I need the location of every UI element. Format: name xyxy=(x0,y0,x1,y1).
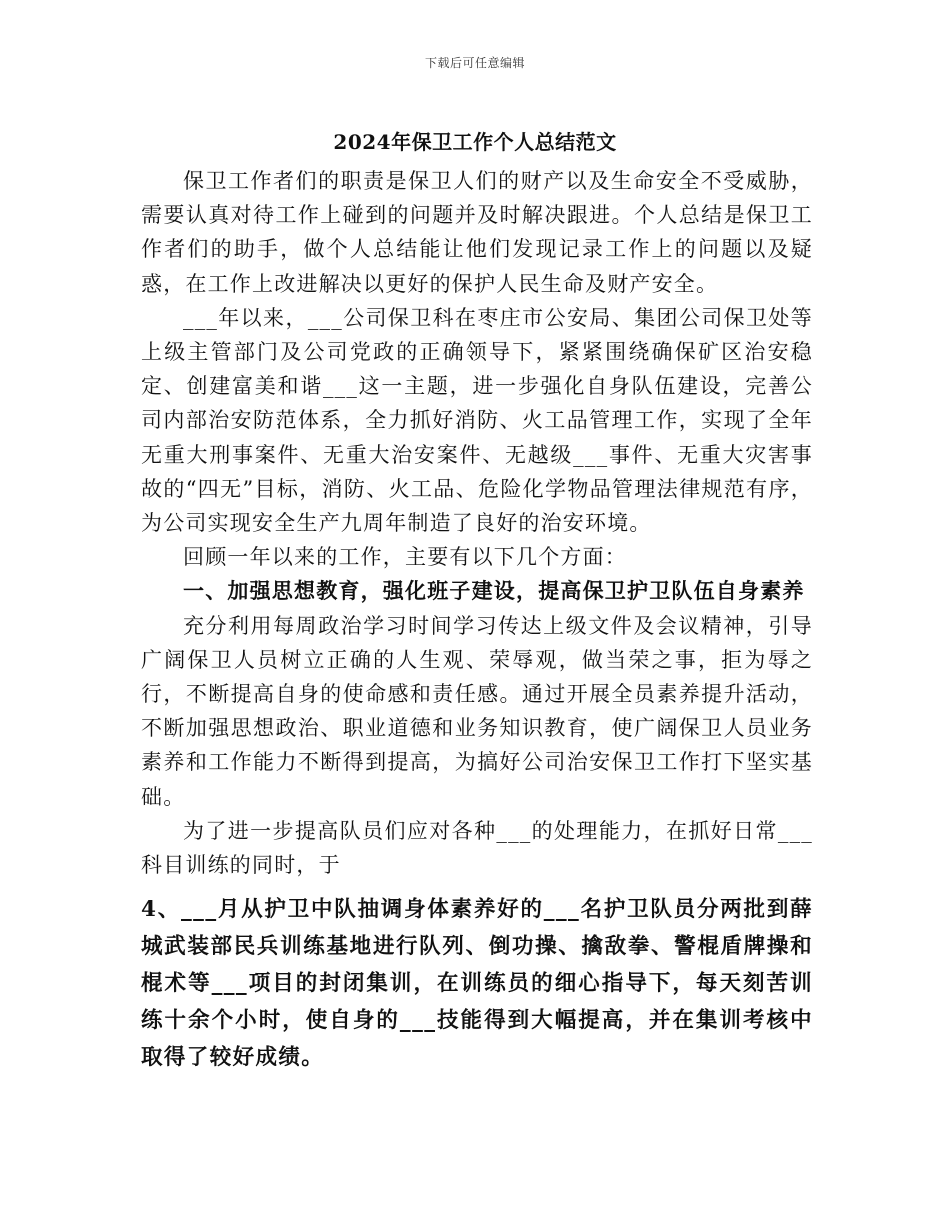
paragraph-training-intro: 为了进一步提高队员们应对各种___的处理能力，在抓好日常___科目训练的同时，于 xyxy=(141,818,813,878)
bold-training-paragraph: 4、___月从护卫中队抽调身体素养好的___名护卫队员分两批到薛城武装部民兵训练基地进行队列、倒功操、擒敌拳、警棍盾牌操和棍术等___项目的封闭集训，在训练员的细心指导下，每天刻苦训练十余个小时，使自身的___技能得到大幅提高，并在集训考核中取得了较好成绩。 xyxy=(141,897,813,1071)
paragraph-review: 回顾一年以来的工作，主要有以下几个方面： xyxy=(183,545,627,570)
section-heading-1: 一、加强思想教育，强化班子建设，提高保卫护卫队伍自身素养 xyxy=(183,578,805,604)
document-title: 2024年保卫工作个人总结范文 xyxy=(333,130,617,154)
header-note: 下载后可任意编辑 xyxy=(424,56,525,70)
paragraph-education: 充分利用每周政治学习时间学习传达上级文件及会议精神，引导广阔保卫人员树立正确的人生观、荣辱观，做当荣之事，拒为辱之行，不断提高自身的使命感和责任感。通过开展全员素养提升活动，不断加强思想政治、职业道德和业务知识教育，使广阔保卫人员业务素养和工作能力不断得到提高，为搞好公司治安保卫工作打下坚实基础。 xyxy=(141,613,813,809)
paragraph-intro: 保卫工作者们的职责是保卫人们的财产以及生命安全不受威胁，需要认真对待工作上碰到的问题并及时解决跟进。个人总结是保卫工作者们的助手，做个人总结能让他们发现记录工作上的问题以及疑惑，在工作上改进解决以更好的保护人民生命及财产安全。 xyxy=(141,169,813,296)
document-body xyxy=(141,164,813,1076)
paragraph-overview: ___年以来，___公司保卫科在枣庄市公安局、集团公司保卫处等上级主管部门及公司党政的正确领导下，紧紧围绕确保矿区治安稳定、创建富美和谐___这一主题，进一步强化自身队伍建设，完善公司内部治安防范体系，全力抓好消防、火工品管理工作，实现了全年无重大刑事案件、无重大治安案件、无越级___事件、无重大灾害事故的“四无”目标，消防、火工品、危险化学物品管理法律规范有序，为公司实现安全生产九周年制造了良好的治安环境。 xyxy=(141,305,813,536)
